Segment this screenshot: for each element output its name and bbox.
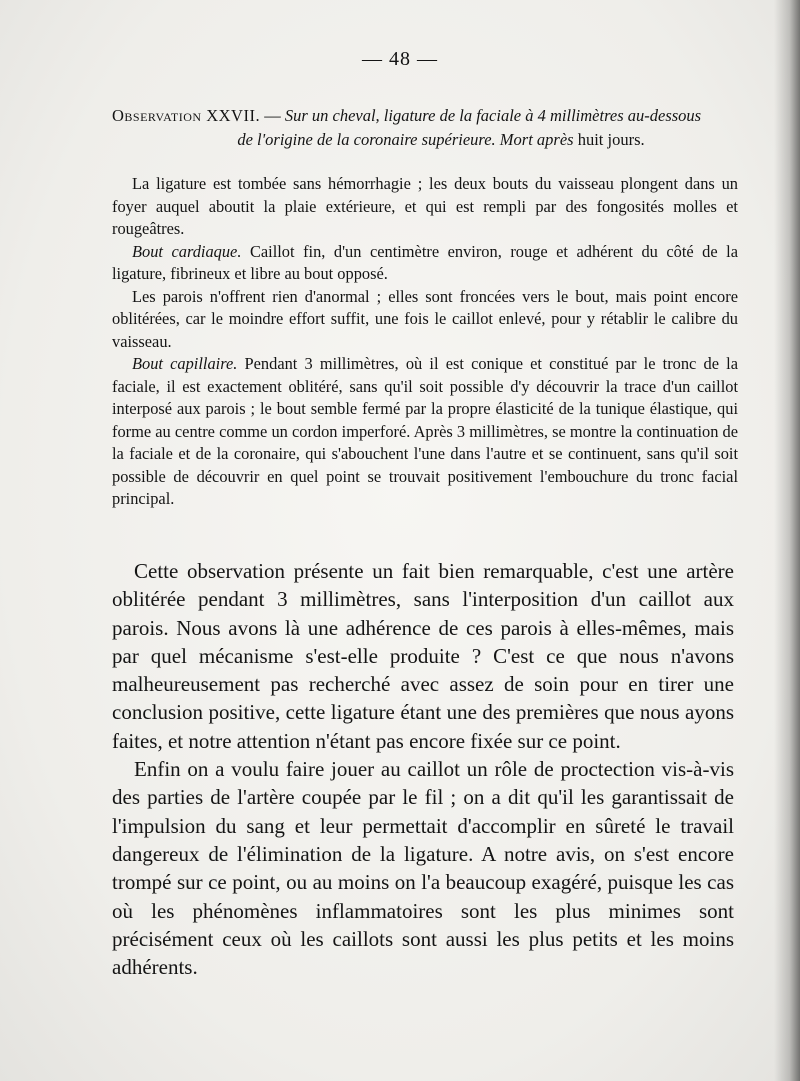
commentary-paragraph-1: Cette observation présente un fait bien remarquable, c'est une artère oblitérée pendant 3 millimètres, sans l'interposition d'un caillot aux parois. Nous avons là une adhérence de ces parois à elles-mêmes, mais par quel mécanisme s'est-elle produite ? C'est ce que nous n'avons malheureusement pas recherché avec assez de soin pour en tirer une conclusion positive, cette ligature étant une des premières que nous ayons faites, et notre attention n'étant pas encore fixée sur ce point.	[112, 559, 734, 753]
detail-paragraph-3: Les parois n'offrent rien d'anormal ; elles sont froncées vers le bout, mais point encore oblitérées, car le moindre effort suffit, une fois le caillot enlevé, pour y rétablir le calibre du vaisseau.	[112, 286, 738, 351]
observation-dash: —	[260, 106, 285, 125]
observation-subtitle-plain: huit jours.	[573, 130, 645, 149]
capillary-label: Bout capillaire.	[132, 354, 238, 373]
detail-paragraph-cardiac	[112, 241, 738, 286]
cardiac-label: Bout cardiaque.	[132, 241, 242, 261]
capillary-text: Pendant 3 millimètres, où il est conique et constitué par le tronc de la faciale, il est exactement oblitéré, sans qu'il soit possible d'y découvrir la trace d'un caillot interposé aux parois ; le bout semble fermé par la propre élasticité de la tunique élastique, qui forme au centre comme un cordon imperforé. Après 3 millimètres, se montre la continuation de la faciale et de la coronaire, qui s'abouchent l'une dans l'autre et se continuent, sans qu'il soit possible de découvrir en quel point se trouvait positivement l'embouchure du tronc facial principal.	[112, 354, 738, 508]
page-edge-shadow	[774, 0, 800, 1081]
observation-heading	[112, 104, 740, 152]
commentary	[112, 557, 734, 981]
observation-subtitle-line2: de l'origine de la coronaire supérieure. Mort après	[237, 130, 574, 149]
detail-paragraph-1: La ligature est tombée sans hémorrhagie ; les deux bouts du vaisseau plongent dans un foyer auquel aboutit la plaie extérieure, et qui est rempli par des fongosités molles et rougeâtres.	[112, 174, 738, 238]
observation-subtitle-line1: Sur un cheval, ligature de la faciale à 4 millimètres au-dessous	[284, 106, 702, 125]
page-number: — 48 —	[362, 48, 438, 70]
observation-title: Observation XXVII.	[112, 106, 261, 125]
observation-subtitle-line2-wrap	[112, 128, 740, 152]
detail-paragraph-capillary	[112, 353, 738, 511]
commentary-paragraph-2: Enfin on a voulu faire jouer au caillot un rôle de proctection vis-à-vis des parties de l'artère coupée par le fil ; on a dit qu'il les garantissait de l'impulsion du sang et leur permettait d'accomplir en sûreté le travail dangereux de l'élimination de la ligature. A notre avis, on s'est encore trompé sur ce point, ou au moins on l'a beaucoup exagéré, puisque les cas où les phénomènes inflammatoires sont les plus minimes sont précisément ceux où les caillots sont aussi les plus petits et les moins adhérents.	[112, 757, 734, 980]
observation-details	[112, 173, 738, 511]
cardiac-text: Caillot fin, d'un centimètre environ, rouge et adhérent du côté de la ligature, fibrineux et libre au bout opposé.	[112, 241, 738, 283]
